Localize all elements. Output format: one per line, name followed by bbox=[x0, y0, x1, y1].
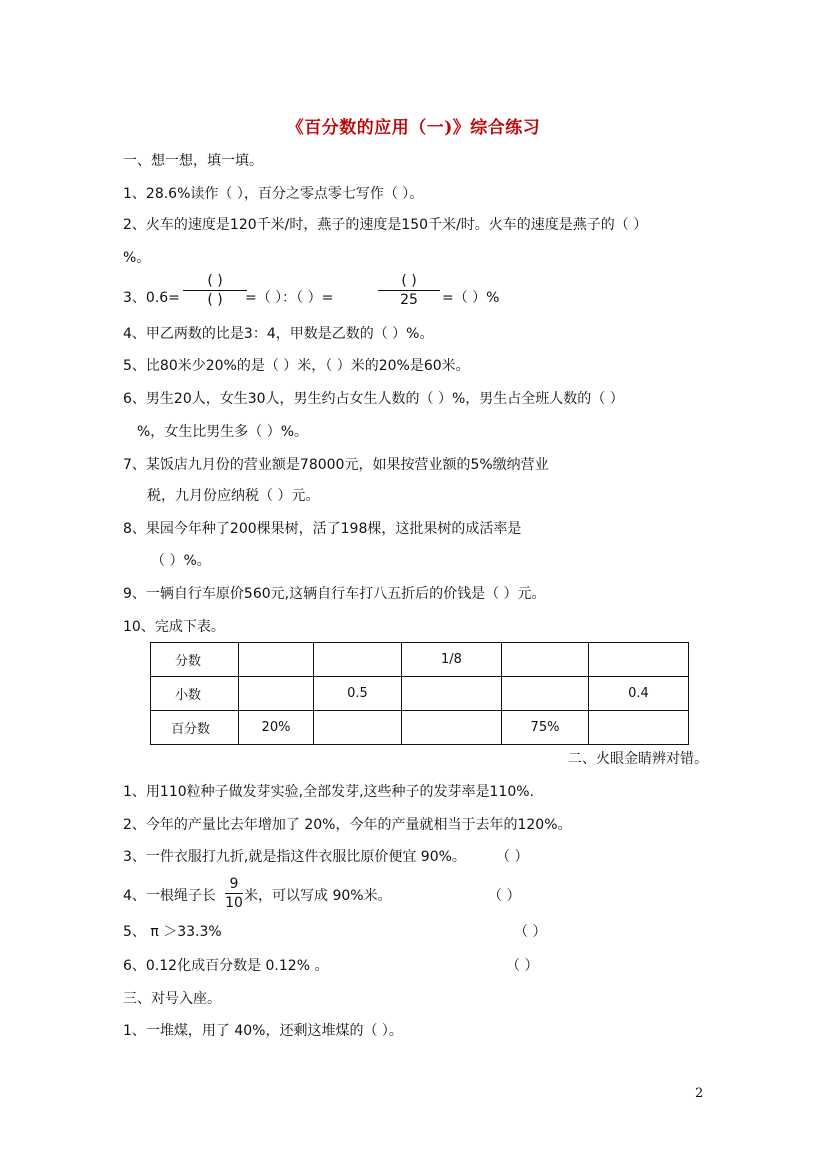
fraction-2-denominator: 25 bbox=[400, 292, 418, 308]
table-row-fraction bbox=[151, 643, 689, 677]
question-2-5: 5、 π ＞33.3% bbox=[123, 924, 222, 940]
question-1-3-fraction-1 bbox=[183, 273, 247, 308]
table-cell: 75% bbox=[502, 711, 589, 745]
question-1-6-line1: 6、男生20人，女生30人，男生约占女生人数的（ ）%，男生占全班人数的（ ） bbox=[123, 391, 624, 407]
question-1-3-prefix: 3、0.6= bbox=[123, 290, 180, 306]
question-1-6-line2: %，女生比男生多（ ）%。 bbox=[137, 424, 309, 440]
table-row-decimal bbox=[151, 677, 689, 711]
fraction-1-denominator: ( ) bbox=[207, 292, 223, 308]
table-cell bbox=[589, 711, 689, 745]
fraction-1-numerator: ( ) bbox=[207, 273, 223, 289]
question-3-1: 1、一堆煤，用了 40%，还剩这堆煤的（ ）。 bbox=[123, 1023, 403, 1039]
answer-paren-2-6: （ ） bbox=[506, 958, 539, 974]
question-2-4-prefix: 4、一根绳子长 bbox=[123, 888, 216, 904]
answer-paren-2-3: （ ） bbox=[496, 849, 529, 865]
table-cell bbox=[239, 677, 314, 711]
table-cell: 20% bbox=[239, 711, 314, 745]
question-1-2-line1: 2、火车的速度是120千米/时，燕子的速度是150千米/时。火车的速度是燕子的（ ） bbox=[123, 217, 648, 233]
fraction-bar bbox=[378, 290, 440, 291]
question-2-3: 3、一件衣服打九折,就是指这件衣服比原价便宜 90%。 bbox=[123, 849, 466, 865]
table-cell bbox=[402, 677, 502, 711]
fraction-numerator: 9 bbox=[229, 876, 239, 892]
question-1-10: 10、完成下表。 bbox=[123, 619, 225, 635]
table-cell bbox=[589, 643, 689, 677]
question-1-7-line2: 税，九月份应纳税（ ）元。 bbox=[147, 488, 320, 504]
fraction-2-numerator: ( ) bbox=[401, 273, 417, 289]
table-row-percent bbox=[151, 711, 689, 745]
table-cell bbox=[314, 711, 402, 745]
section2-heading: 二、火眼金睛辨对错。 bbox=[568, 751, 708, 767]
section1-heading: 一、想一想，填一填。 bbox=[123, 153, 263, 169]
table-cell bbox=[314, 643, 402, 677]
question-2-2: 2、今年的产量比去年增加了 20%，今年的产量就相当于去年的120%。 bbox=[123, 817, 572, 833]
question-1-2-line2: %。 bbox=[123, 250, 151, 266]
question-1-4: 4、甲乙两数的比是3：4，甲数是乙数的（ ）%。 bbox=[123, 326, 434, 342]
question-2-4-fraction bbox=[225, 876, 243, 911]
question-2-6: 6、0.12化成百分数是 0.12% 。 bbox=[123, 958, 329, 974]
question-1-9: 9、一辆自行车原价560元,这辆自行车打八五折后的价钱是（ ）元。 bbox=[123, 586, 546, 602]
page-number: 2 bbox=[695, 1086, 704, 1101]
question-1-3-middle: =（ ）：（ ）= bbox=[245, 290, 334, 306]
question-1-3-suffix: =（ ）% bbox=[442, 290, 500, 306]
question-1-8-line1: 8、果园今年种了200棵果树，活了198棵，这批果树的成活率是 bbox=[123, 521, 522, 537]
fraction-bar bbox=[225, 893, 243, 894]
table-cell: 0.5 bbox=[314, 677, 402, 711]
fraction-denominator: 10 bbox=[225, 895, 243, 911]
question-1-3-fraction-2 bbox=[378, 273, 440, 308]
question-1-8-line2: （ ）%。 bbox=[151, 553, 211, 569]
answer-paren-2-5: （ ） bbox=[514, 924, 547, 940]
table-cell: 0.4 bbox=[589, 677, 689, 711]
row-label: 小数 bbox=[151, 677, 239, 711]
section3-heading: 三、对号入座。 bbox=[123, 991, 221, 1007]
row-label: 百分数 bbox=[151, 711, 239, 745]
question-2-4-suffix: 米，可以写成 90%米。 bbox=[244, 888, 392, 904]
question-1-5: 5、比80米少20%的是（ ）米，（ ）米的20%是60米。 bbox=[123, 358, 470, 374]
conversion-table bbox=[150, 642, 689, 745]
table-cell bbox=[502, 677, 589, 711]
question-1-1: 1、28.6%读作（ ），百分之零点零七写作（ ）。 bbox=[123, 186, 424, 202]
question-1-7-line1: 7、某饭店九月份的营业额是78000元，如果按营业额的5%缴纳营业 bbox=[123, 457, 549, 473]
question-2-1: 1、用110粒种子做发芽实验,全部发芽,这些种子的发芽率是110%. bbox=[123, 784, 535, 800]
table-cell bbox=[502, 643, 589, 677]
fraction-bar bbox=[183, 290, 247, 291]
table-cell bbox=[239, 643, 314, 677]
table-cell: 1/8 bbox=[402, 643, 502, 677]
row-label: 分数 bbox=[151, 643, 239, 677]
answer-paren-2-4: （ ） bbox=[488, 888, 521, 904]
worksheet-title: 《百分数的应用（一)》综合练习 bbox=[286, 118, 541, 138]
table-cell bbox=[402, 711, 502, 745]
